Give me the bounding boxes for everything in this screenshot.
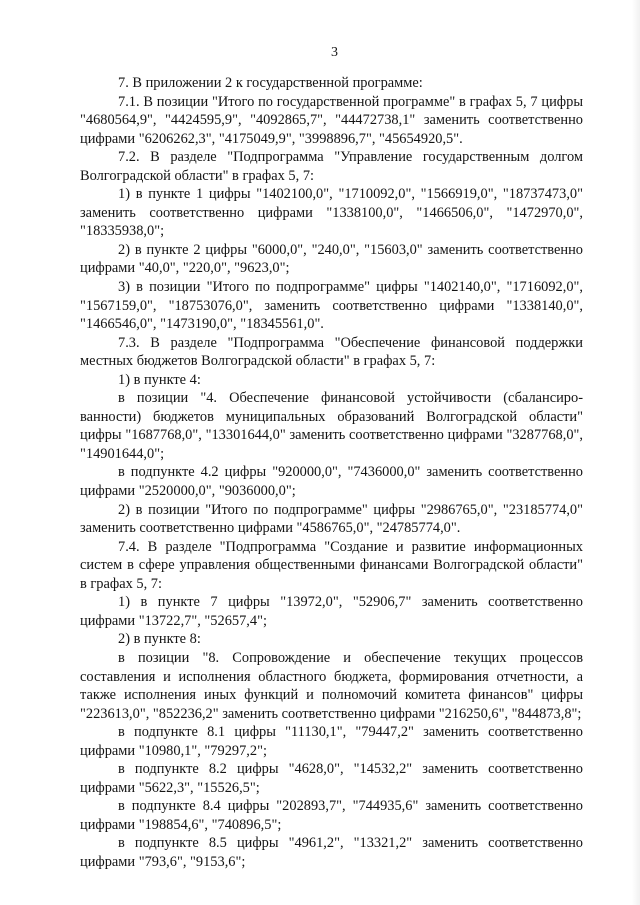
item-7-4-point-2: 2) в пункте 8: — [118, 631, 201, 648]
item-7-4-subpoint-8-4: в подпункте 8.4 цифры "202893,7", "744935,6" заменить соответственно цифрами "198854,6", "740896,5"; — [80, 798, 583, 833]
item-7-3-point-2: 2) в позиции "Итого по подпрограмме" цифры "2986765,0", "23185774,0" заменить соответственно цифрами "4586765,0", "24785774,0". — [80, 501, 583, 537]
item-7-4-subpoint-8-1: в подпункте 8.1 цифры "11130,1", "79447,2" заменить соответственно цифрами "10980,1", "79297,2"; — [80, 724, 583, 759]
item-7-2-heading: 7.2. В разделе "Подпрограмма "Управление государственным долгом Волгоградской области" в графах 5, 7: — [80, 149, 583, 184]
page-number: 3 — [331, 45, 338, 60]
scan-edge-shadow — [632, 0, 640, 905]
section-7-heading: 7. В приложении 2 к государственной программе: — [118, 75, 423, 91]
item-7-4-heading: 7.4. В разделе "Подпрограмма "Создание и развитие информационных систем в сфере управления общественными финансами Волгоградской области" в графах 5, 7: — [80, 538, 583, 592]
item-7-3-subpoint-4-2: в подпункте 4.2 цифры "920000,0", "7436000,0" заменить соответственно цифрами "2520000,0", "9036000,0"; — [80, 464, 583, 500]
item-7-3-point-1: 1) в пункте 4: — [118, 371, 201, 388]
item-7-3-position-4: в позиции "4. Обеспечение финансовой устойчивости (сбалансированности) бюджетов муниципальных образований Волгоградской области" цифры "1687768,0", "13301644,0" заменить соответственно цифрами "3287768,0", "14901644,0"; — [80, 390, 583, 462]
item-7-2-point-2: 2) в пункте 2 цифры "6000,0", "240,0", "15603,0" заменить соответственно цифрами "40,0", "220,0", "9623,0"; — [80, 241, 583, 277]
item-7-3-heading: 7.3. В разделе "Подпрограмма "Обеспечение финансовой поддержки местных бюджетов Волгоградской области" в графах 5, 7: — [80, 334, 583, 370]
item-7-1: 7.1. В позиции "Итого по государственной программе" в графах 5, 7 цифры "4680564,9", "4424595,9", "4092865,7", "44472738,1" заменить соответственно цифрами "6206262,3", "4175049,9", "3998896,7", "45654920,5". — [80, 93, 583, 147]
item-7-4-position-8: в позиции "8. Сопровождение и обеспечение текущих процессов составления и исполнения областного бюджета, формирования отчетности, а также исполнения иных функций и полномочий комитета финансов" цифры "223613,0", "852236,2" заменить соответственно цифрами "216250,6", "844873,8"; — [80, 649, 583, 722]
item-7-2-point-1: 1) в пункте 1 цифры "1402100,0", "1710092,0", "1566919,0", "18737473,0" заменить соответственно цифрами "1338100,0", "1466506,0", "1472970,0", "18335938,0"; — [80, 186, 583, 240]
item-7-4-subpoint-8-5: в подпункте 8.5 цифры "4961,2", "13321,2" заменить соответственно цифрами "793,6", "9153,6"; — [80, 835, 583, 870]
item-7-4-subpoint-8-2: в подпункте 8.2 цифры "4628,0", "14532,2" заменить соответственно цифрами "5622,3", "15526,5"; — [80, 761, 583, 796]
item-7-2-point-3: 3) в позиции "Итого по подпрограмме" цифры "1402140,0", "1716092,0", "1567159,0", "18753076,0", заменить соответственно цифрами "1338140,0", "1466546,0", "1473190,0", "18345561,0". — [80, 279, 583, 333]
item-7-4-point-1: 1) в пункте 7 цифры "13972,0", "52906,7" заменить соответственно цифрами "13722,7", "52657,4"; — [80, 594, 583, 629]
